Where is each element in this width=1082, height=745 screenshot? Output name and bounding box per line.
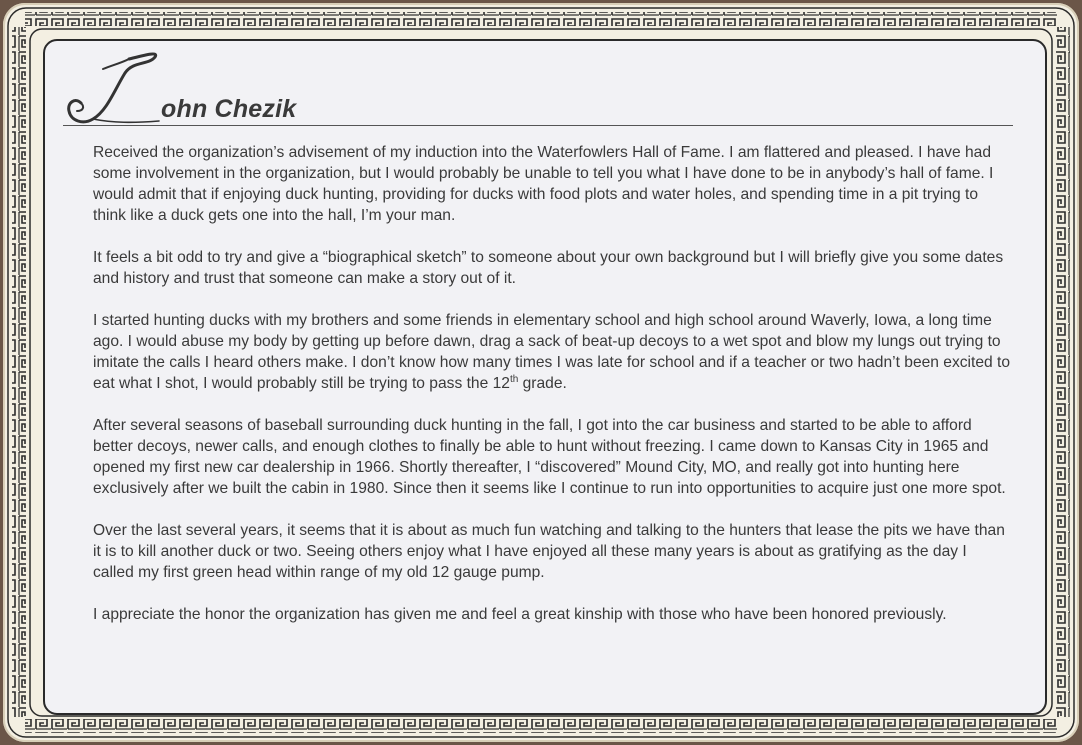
paragraph-5: Over the last several years, it seems that it is about as much fun watching and talking to the hunters that lease the pits we have than it is to kill another duck or two. Seeing others enjoy what I have enjoyed all these many years is about as gratifying as the day I called my first green head within range of my old 12 gauge pump. <box>93 522 1005 581</box>
paragraph-3-tail: grade. <box>518 375 567 392</box>
paragraph-3 <box>93 310 1011 394</box>
honoree-name: ohn Chezik <box>161 95 297 123</box>
letter-title <box>63 49 1033 129</box>
paragraph-4: After several seasons of baseball surrounding duck hunting in the fall, I got into the car business and started to be able to afford better decoys, newer calls, and enough clothes to finally be able to hunt without freezing. I came down to Kansas City in 1965 and opened my first new car dealership in 1966. Shortly thereafter, I “discovered” Mound City, MO, and really got into hunting here exclusively after we built the cabin in 1980. Since then it seems like I continue to run into opportunities to acquire just one more spot. <box>93 417 1006 497</box>
decorative-initial-j <box>63 49 173 129</box>
title-underline <box>63 125 1013 126</box>
paragraph-2: It feels a bit odd to try and give a “biographical sketch” to someone about your own background but I will briefly give you some dates and history and trust that someone can make a story out of it. <box>93 249 1004 287</box>
paragraph-1: Received the organization’s advisement of my induction into the Waterfowlers Hall of Fame. I am flattered and pleased. I have had some involvement in the organization, but I would probably be unable to tell you what I have done to be in anybody’s hall of fame. I would admit that if enjoying duck hunting, providing for ducks with food plots and water holes, and spending time in a pit trying to think like a duck gets one into the hall, I’m your man. <box>93 144 994 224</box>
letter-page <box>43 39 1047 715</box>
paragraph-3-text: I started hunting ducks with my brothers and some friends in elementary school and high school around Waverly, Iowa, a long time ago. I would abuse my body by getting up before dawn, drag a sack of beat-up decoys to a wet spot and blow my lungs out trying to imitate the calls I heard others make. I don’t know how many times I was late for school and if a teacher or two hadn’t been excited to eat what I shot, I would probably still be trying to pass the 12 <box>93 312 1011 392</box>
paragraph-6: I appreciate the honor the organization has given me and feel a great kinship with those who have been honored previously. <box>93 606 947 623</box>
ordinal-superscript: th <box>509 373 519 385</box>
greek-key-frame <box>3 3 1079 742</box>
letter-body <box>93 142 1011 646</box>
